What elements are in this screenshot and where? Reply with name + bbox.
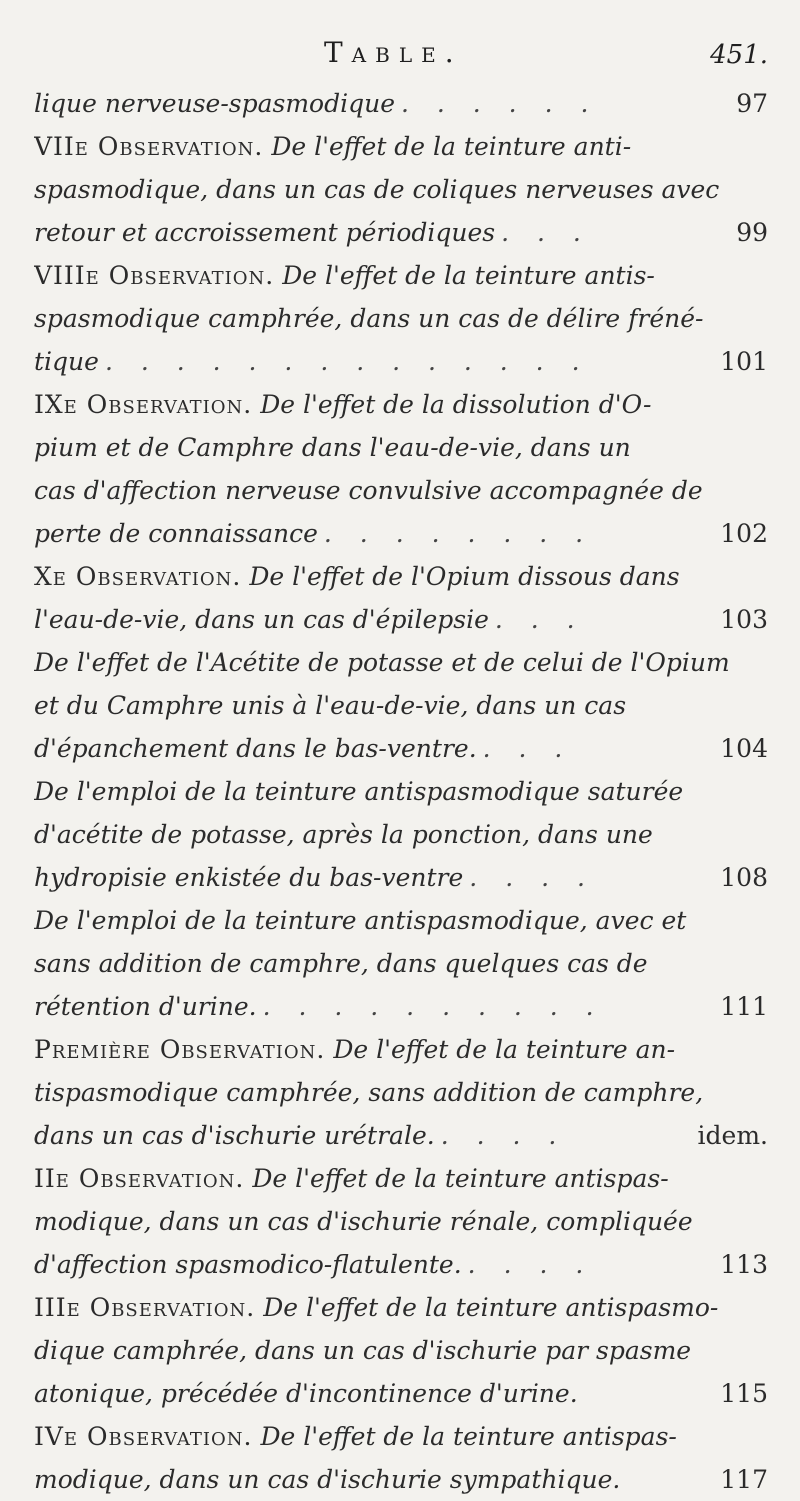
entry-text: lique nerveuse-spasmodique (34, 89, 395, 118)
entry-text: tispasmodique camphrée, sans addition de camphre, (34, 1078, 704, 1107)
entry-text: De l'effet de l'Acétite de potasse et de celui de l'Opium (34, 648, 730, 677)
dot-leader: . . . . (467, 1250, 594, 1279)
observation-label: IIe Observation. (34, 1164, 245, 1193)
toc-entry-line (34, 1415, 776, 1458)
toc-entry (34, 125, 776, 254)
toc-entry-line (34, 727, 776, 770)
toc-entry-line (34, 469, 776, 512)
toc-entry-line (34, 1286, 776, 1329)
dot-leader: . . . . (469, 863, 595, 892)
toc-entry-line (34, 211, 776, 254)
entry-text: cas d'affection nerveuse convulsive accompagnée de (34, 476, 703, 505)
toc-entry-line (34, 1157, 776, 1200)
entry-text: d'acétite de potasse, après la ponction, dans une (34, 820, 653, 849)
toc-entry (34, 1286, 776, 1415)
toc-entry (34, 899, 776, 1028)
toc-entry (34, 383, 776, 555)
entry-text: spasmodique camphrée, dans un cas de délire fréné- (34, 304, 704, 333)
entry-text: De l'effet de la teinture antispas- (260, 1422, 677, 1451)
toc-entry-line (34, 383, 776, 426)
entry-text: pium et de Camphre dans l'eau-de-vie, dans un (34, 433, 631, 462)
dot-leader: . . . (501, 218, 591, 247)
entry-text: De l'effet de la teinture an- (333, 1035, 676, 1064)
toc-entry (34, 1415, 776, 1501)
dot-leader: . . . (494, 605, 585, 634)
toc-entry-line (34, 899, 776, 942)
entry-page-number: 115 (720, 1379, 768, 1408)
entry-text: De l'effet de la dissolution d'O- (260, 390, 652, 419)
entry-page-number: 102 (720, 519, 768, 548)
entry-text: d'affection spasmodico-flatulente. (34, 1250, 462, 1279)
toc-entry-line (34, 985, 776, 1028)
entry-text: De l'effet de la teinture antis- (282, 261, 655, 290)
toc-entry-line (34, 813, 776, 856)
entry-page-number: 99 (736, 218, 768, 247)
observation-label: Xe Observation. (34, 562, 242, 591)
toc-entry-line (34, 512, 776, 555)
entry-text: dique camphrée, dans un cas d'ischurie par spasme (34, 1336, 692, 1365)
entry-text: De l'effet de l'Opium dissous dans (249, 562, 680, 591)
toc-entry-line (34, 1071, 776, 1114)
entry-text: dans un cas d'ischurie urétrale. (34, 1121, 435, 1150)
dot-leader: . . . . . . . . (323, 519, 594, 548)
book-page (34, 0, 776, 1494)
entry-page-number: 113 (720, 1250, 768, 1279)
toc-entry (34, 82, 776, 125)
entry-text: perte de connaissance (34, 519, 318, 548)
page-header (34, 0, 776, 82)
toc-entry-line (34, 297, 776, 340)
observation-label: IVe Observation. (34, 1422, 253, 1451)
entry-text: tique (34, 347, 99, 376)
observation-label: IIIe Observation. (34, 1293, 256, 1322)
toc-entry-line (34, 1329, 776, 1372)
page-number: 451. (710, 40, 768, 70)
toc-entry-line (34, 770, 776, 813)
toc-entry-line (34, 856, 776, 899)
toc-entry-line (34, 942, 776, 985)
toc-entry-line (34, 684, 776, 727)
entry-text: De l'effet de la teinture anti- (271, 132, 632, 161)
entry-text: De l'effet de la teinture antispas- (252, 1164, 669, 1193)
entry-text: modique, dans un cas d'ischurie sympathique. (34, 1465, 621, 1494)
toc-entry-line (34, 125, 776, 168)
table-of-contents (34, 82, 776, 1501)
toc-entry-line (34, 1458, 776, 1501)
toc-entry-line (34, 555, 776, 598)
entry-text: et du Camphre unis à l'eau-de-vie, dans un cas (34, 691, 627, 720)
entry-text: modique, dans un cas d'ischurie rénale, compliquée (34, 1207, 693, 1236)
dot-leader: . . . . . . . . . . (262, 992, 604, 1021)
entry-page-number: 103 (720, 605, 768, 634)
toc-entry (34, 555, 776, 641)
toc-entry (34, 1157, 776, 1286)
entry-text: De l'effet de la teinture antispasmo- (263, 1293, 719, 1322)
entry-text: hydropisie enkistée du bas-ventre (34, 863, 464, 892)
entry-text: rétention d'urine. (34, 992, 257, 1021)
entry-text: atonique, précédée d'incontinence d'urine. (34, 1379, 578, 1408)
toc-entry (34, 1028, 776, 1157)
toc-entry-line (34, 1200, 776, 1243)
observation-label: VIIe Observation. (34, 132, 264, 161)
observation-label: Première Observation. (34, 1035, 326, 1064)
entry-page-number: 97 (736, 89, 768, 118)
entry-page-number: 101 (720, 347, 768, 376)
toc-entry-line (34, 340, 776, 383)
entry-text: spasmodique, dans un cas de coliques nerveuses avec (34, 175, 720, 204)
toc-entry-line (34, 82, 776, 125)
toc-entry (34, 641, 776, 770)
entry-text: retour et accroissement périodiques (34, 218, 496, 247)
observation-label: IXe Observation. (34, 390, 253, 419)
toc-entry-line (34, 1372, 776, 1415)
toc-entry (34, 254, 776, 383)
toc-entry-line (34, 254, 776, 297)
entry-text: sans addition de camphre, dans quelques cas de (34, 949, 648, 978)
entry-page-number: 108 (720, 863, 768, 892)
entry-text: De l'emploi de la teinture antispasmodique saturée (34, 777, 684, 806)
toc-entry-line (34, 598, 776, 641)
entry-text: d'épanchement dans le bas-ventre. (34, 734, 477, 763)
entry-page-number: 117 (720, 1465, 768, 1494)
toc-entry (34, 770, 776, 899)
toc-entry-line (34, 1243, 776, 1286)
toc-entry-line (34, 426, 776, 469)
dot-leader: . . . . . . (401, 89, 599, 118)
dot-leader: . . . . (440, 1121, 567, 1150)
toc-entry-line (34, 168, 776, 211)
toc-entry-line (34, 641, 776, 684)
dot-leader: . . . . . . . . . . . . . . (104, 347, 590, 376)
entry-text: De l'emploi de la teinture antispasmodique, avec et (34, 906, 687, 935)
entry-page-number: 104 (720, 734, 768, 763)
observation-label: VIIIe Observation. (34, 261, 275, 290)
entry-page-number: idem. (697, 1121, 768, 1150)
entry-text: l'eau-de-vie, dans un cas d'épilepsie (34, 605, 489, 634)
toc-entry-line (34, 1028, 776, 1071)
entry-page-number: 111 (720, 992, 768, 1021)
dot-leader: . . . (482, 734, 573, 763)
running-title: Table. (324, 36, 463, 69)
toc-entry-line (34, 1114, 776, 1157)
